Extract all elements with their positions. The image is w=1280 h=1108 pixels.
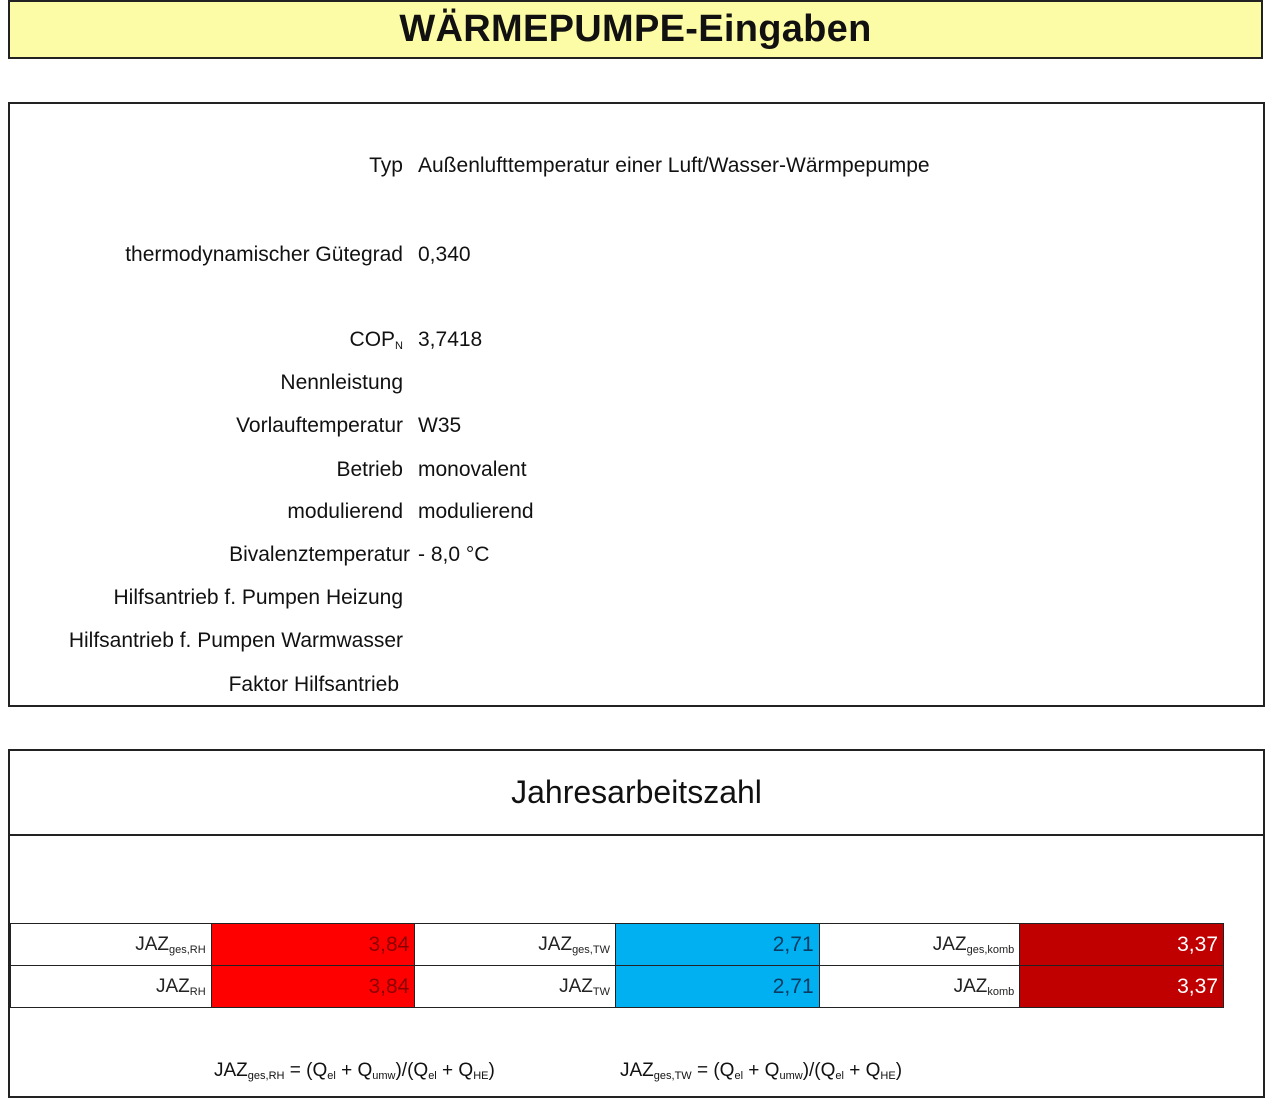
formula-tw: $JAZ_{ges,TW} = (Q_{el} + Q_{umw})/(Q_{el} + Q_{HE})$	[620, 1060, 903, 1082]
jaz-table	[10, 923, 1224, 1008]
jaz-label: $JAZ_{ges,RH}$	[11, 924, 212, 966]
modulierend-value: modulierend	[418, 500, 534, 523]
betrieb-value: monovalent	[418, 458, 527, 481]
jaz-panel	[8, 749, 1265, 1098]
jaz-row	[11, 966, 1224, 1008]
guetegrad-value: 0,340	[418, 243, 471, 266]
bivalenz-label: Bivalenztemperatur	[229, 543, 410, 566]
jaz-label: $JAZ_{RH}$	[11, 966, 212, 1008]
jaz-value: 3,84	[211, 966, 415, 1008]
cop-label: $COP_N$	[349, 328, 403, 352]
jaz-row	[11, 924, 1224, 966]
jaz-heading: Jahresarbeitszahl	[10, 751, 1263, 836]
jaz-label: $JAZ_{TW}$	[415, 966, 616, 1008]
jaz-value: 3,84	[211, 924, 415, 966]
jaz-value: 2,71	[615, 924, 819, 966]
guetegrad-label: thermodynamischer Gütegrad	[125, 243, 403, 266]
cop-value: 3,7418	[418, 328, 483, 351]
title-bar	[8, 0, 1263, 59]
bivalenz-value: - 8,0 °C	[418, 543, 490, 566]
faktor-label: Faktor Hilfsantrieb	[228, 673, 399, 696]
inputs-panel	[8, 102, 1265, 707]
typ-label: Typ	[369, 154, 403, 177]
jaz-label: $JAZ_{ges,TW}$	[415, 924, 616, 966]
page-title: WÄRMEPUMPE-Eingaben	[399, 8, 872, 50]
jaz-label: $JAZ_{komb}$	[819, 966, 1020, 1008]
jaz-label: $JAZ_{ges,komb}$	[819, 924, 1020, 966]
nennleistung-label: Nennleistung	[280, 371, 403, 394]
formula-rh: $JAZ_{ges,RH} = (Q_{el} + Q_{umw})/(Q_{el} + Q_{HE})$	[214, 1060, 495, 1082]
betrieb-label: Betrieb	[336, 458, 403, 481]
hilf-heizung-label: Hilfsantrieb f. Pumpen Heizung	[113, 586, 403, 609]
vorlauf-value: W35	[418, 414, 462, 437]
jaz-value: 2,71	[615, 966, 819, 1008]
jaz-value: 3,37	[1020, 924, 1224, 966]
vorlauf-label: Vorlauftemperatur	[236, 414, 403, 437]
jaz-value: 3,37	[1020, 966, 1224, 1008]
hilf-warmwasser-label: Hilfsantrieb f. Pumpen Warmwasser	[68, 629, 403, 652]
typ-value: Außenlufttemperatur einer Luft/Wasser-Wärmpepumpe	[418, 154, 930, 177]
modulierend-label: modulierend	[287, 500, 403, 523]
